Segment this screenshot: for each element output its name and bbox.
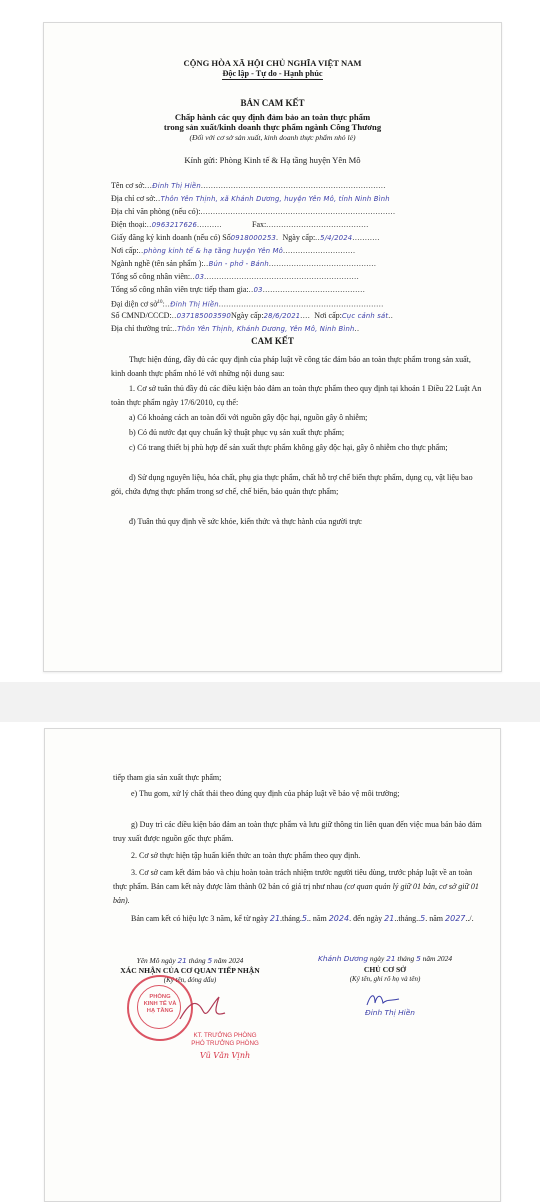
field-value: 037185003590 xyxy=(176,312,231,320)
end-year: 2027 xyxy=(445,914,466,923)
item-e: e) Thu gom, xử lý chất thải theo đúng quy định của pháp luật về bảo vệ môi trường; xyxy=(131,789,400,798)
right-date-day-word: ngày xyxy=(369,954,385,963)
right-date-place: Khánh Dương xyxy=(317,954,369,963)
left-signature-sub: (Ký tên, đóng dấu) xyxy=(163,976,217,984)
field-dia-chi: Địa chỉ cơ sở:..Thôn Yên Thịnh, xã Khánh Dương, huyện Yên Mô, tỉnh Ninh Bình xyxy=(111,194,390,203)
item-3-text: 3. Cơ sở cam kết đảm bảo và chịu hoàn toàn trách nhiệm trước người tiêu dùng, trước pháp luật về an toàn thực phẩm. Bản cam kết này được làm thành 02 bản có giá trị như nhau xyxy=(113,868,473,891)
field-van-phong: Địa chỉ văn phòng (nếu có):.............................................................................. xyxy=(111,207,396,216)
page-gap xyxy=(0,682,540,722)
field-label: Địa chỉ cơ sở: xyxy=(111,194,156,203)
stamp-line-2: KINH TẾ VÀ xyxy=(143,1001,177,1007)
field-label: Đại diện cơ sở xyxy=(111,299,158,309)
right-signature-title: CHỦ CƠ SỞ xyxy=(363,965,407,974)
field-giay-dang-ky: Giấy đăng ký kinh doanh (nếu có) Số0918000253. Ngày cấp:..5/4/2024........... xyxy=(111,233,380,242)
addressee: Kính gửi: Phòng Kinh tế & Hạ tầng huyện Yên Mô xyxy=(184,155,361,165)
left-signature-title: XÁC NHẬN CỦA CƠ QUAN TIẾP NHẬN xyxy=(120,966,260,975)
stamp-line-1: PHÒNG xyxy=(149,994,171,1000)
field-label: Địa chỉ văn phòng (nếu có): xyxy=(111,207,201,216)
field-value: 03 xyxy=(195,273,205,281)
left-day: 21 xyxy=(177,956,187,965)
left-date-year: năm 2024 xyxy=(214,956,244,965)
field-value: 0963217626 xyxy=(151,221,198,229)
item-3-note: (cơ quan quản lý giữ 01 bản, cơ sở giữ 01 bản). xyxy=(113,882,479,905)
field-label: Ngày cấp: xyxy=(230,311,264,320)
field-label: Tổng số công nhân viên: xyxy=(111,272,191,281)
stamp-line-3: HẠ TẦNG xyxy=(146,1008,174,1014)
left-date-place: Yên Mô ngày xyxy=(136,956,176,965)
field-label: Giấy đăng ký kinh doanh (nếu có) Số xyxy=(111,233,231,242)
section-title: CAM KẾT xyxy=(251,336,294,346)
field-value: phòng kinh tế & hạ tầng huyện Yên Mô xyxy=(143,247,284,255)
document-page-2 xyxy=(44,728,501,1202)
item-3 xyxy=(113,866,483,908)
signer-name: Vũ Văn Vịnh xyxy=(199,1051,251,1060)
field-value: Thôn Yên Thịnh, Khánh Dương, Yên Mô, Ninh Bình xyxy=(177,325,355,333)
field-label: Tên cơ sở: xyxy=(111,181,145,190)
left-month: 5 xyxy=(207,956,213,965)
field-label: Tổng số công nhân viên trực tiếp tham gia: xyxy=(111,285,249,294)
field-cmnd: Số CMND/CCCD:..037185003590Ngày cấp:28/6/2021.... Nơi cấp:Cục cảnh sát.. xyxy=(111,311,394,320)
item-dd: đ) Tuân thủ quy định về sức khỏe, kiến thức và thực hành của người trực xyxy=(129,517,362,526)
signer-role: PHÓ TRƯỞNG PHÒNG xyxy=(191,1040,259,1047)
subtitle-note: (Đối với cơ sở sản xuất, kinh doanh thực phẩm nhỏ lẻ) xyxy=(189,133,356,142)
field-thuong-tru: Địa chỉ thường trú:..Thôn Yên Thịnh, Khánh Dương, Yên Mô, Ninh Bình.. xyxy=(111,324,360,333)
field-value: Bún - phở - Bánh xyxy=(208,260,269,268)
field-value: 0918000253 xyxy=(230,234,277,242)
item-2: 2. Cơ sở thực hiện tập huấn kiến thức an toàn thực phẩm theo quy định. xyxy=(131,851,361,860)
field-tong-so-cnv: Tổng số công nhân viên:..03.............................................................. xyxy=(111,272,360,281)
validity-paragraph: Bản cam kết có hiệu lực 3 năm, kể từ ngày 21.tháng.5.. năm 2024. đến ngày 21..tháng..5. năm 2027../. xyxy=(131,914,474,923)
subtitle-line-2: trong sản xuất/kinh doanh thực phẩm ngành Công Thương xyxy=(163,122,382,132)
document-title: BẢN CAM KẾT xyxy=(240,98,305,108)
field-label: Ngành nghề (tên sản phẩm ): xyxy=(111,259,204,268)
owner-name: Đinh Thị Hiền xyxy=(365,1008,415,1017)
field-value: Đinh Thị Hiền xyxy=(152,182,201,190)
validity-text: Bản cam kết có hiệu lực 3 năm, kể từ ngày xyxy=(131,914,268,923)
intro-paragraph: Thực hiện đúng, đầy đủ các quy định của pháp luật về công tác đảm bảo an toàn thực phẩm trong sản xuất, kinh doanh thực phẩm nhỏ lẻ với những nội dung sau: xyxy=(111,355,471,378)
field-label: Fax: xyxy=(252,220,267,229)
field-dien-thoai: Điện thoại:..0963217626.......... Fax:......................................... xyxy=(111,220,369,229)
field-label: Số CMND/CCCD: xyxy=(111,311,172,320)
validity-year: 2024 xyxy=(328,914,350,923)
field-noi-cap: Nơi cấp:..phòng kinh tế & hạ tầng huyện Yên Mô............................. xyxy=(111,246,356,255)
signer-kt: KT. TRƯỞNG PHÒNG xyxy=(193,1032,257,1039)
field-value: 28/6/2021 xyxy=(263,312,301,320)
field-value: Thôn Yên Thịnh, xã Khánh Dương, huyện Yên Mô, tỉnh Ninh Bình xyxy=(160,195,390,203)
right-month: 5 xyxy=(416,954,421,963)
item-c: c) Có trang thiết bị phù hợp để sản xuất thực phẩm không gây độc hại, gây ô nhiễm cho thực phẩm; xyxy=(129,443,448,452)
right-day: 21 xyxy=(386,954,396,963)
validity-day: 21 xyxy=(269,914,281,923)
field-label: Ngày cấp: xyxy=(282,233,316,242)
field-value: 03 xyxy=(253,286,263,294)
end-month: 5 xyxy=(420,914,426,923)
left-date xyxy=(105,956,275,965)
validity-month: 5 xyxy=(301,914,307,923)
field-label: Điện thoại: xyxy=(111,220,147,229)
field-dai-dien: Đại diện cơ sở$^{10}$:..Đinh Thị Hiền.................................................................. xyxy=(111,299,384,309)
right-date-month-word: tháng xyxy=(397,954,415,963)
field-value: Cục cảnh sát xyxy=(341,312,389,320)
field-label: Địa chỉ thường trú: xyxy=(111,324,173,333)
continuation-line: tiếp tham gia sản xuất thực phẩm; xyxy=(113,773,222,782)
field-nganh-nghe: Ngành nghề (tên sản phẩm ):..Bún - phở - Bánh........................................... xyxy=(111,259,377,268)
end-day: 21 xyxy=(384,914,395,923)
item-d: d) Sử dụng nguyên liệu, hóa chất, phụ gia thực phẩm, chất hỗ trợ chế biến thực phẩm, dụng cụ, vật liệu bao gói, chứa đựng thực phẩm trong sơ chế, chế biến, bảo quản thực phẩm; xyxy=(111,473,473,496)
field-label: Nơi cấp: xyxy=(111,246,139,255)
official-signature xyxy=(175,991,235,1027)
nation-heading: CỘNG HÒA XÃ HỘI CHỦ NGHĨA VIỆT NAM xyxy=(183,58,362,68)
right-date xyxy=(295,954,475,963)
field-tong-so-cnv-truc-tiep: Tổng số công nhân viên trực tiếp tham gia:..03......................................... xyxy=(111,285,366,294)
item-1: 1. Cơ sở tuân thủ đầy đủ các điều kiện bảo đảm an toàn thực phẩm theo quy định tại khoản 1 Điều 22 Luật An toàn thực phẩm ngày 17/6/2010, cụ thể: xyxy=(111,384,482,407)
field-value: Đinh Thị Hiền xyxy=(170,300,219,309)
motto-text: Độc lập - Tự do - Hạnh phúc xyxy=(222,69,323,78)
item-g: g) Duy trì các điều kiện bảo đảm an toàn thực phẩm và lưu giữ thông tin liên quan đến việc mua bán bảo đảm truy xuất được nguồn gốc thực phẩm. xyxy=(113,820,482,843)
right-signature-sub: (Ký tên, ghi rõ họ và tên) xyxy=(349,975,421,983)
field-ten-co-so: Tên cơ sở:...Đinh Thị Hiền.......................................................................... xyxy=(111,181,386,190)
right-date-year: năm 2024 xyxy=(422,954,453,963)
subtitle-line-1: Chấp hành các quy định đảm bảo an toàn thực phẩm xyxy=(174,112,371,122)
left-date-month-word: tháng xyxy=(188,956,206,965)
field-label: Nơi cấp: xyxy=(314,311,342,320)
item-a: a) Có khoảng cách an toàn đối với nguồn gây độc hại, nguồn gây ô nhiễm; xyxy=(129,413,368,422)
document-page-1 xyxy=(43,22,502,672)
field-value: 5/4/2024 xyxy=(320,234,353,242)
item-b: b) Có đủ nước đạt quy chuẩn kỹ thuật phục vụ sản xuất thực phẩm; xyxy=(129,428,345,437)
motto xyxy=(44,69,501,78)
